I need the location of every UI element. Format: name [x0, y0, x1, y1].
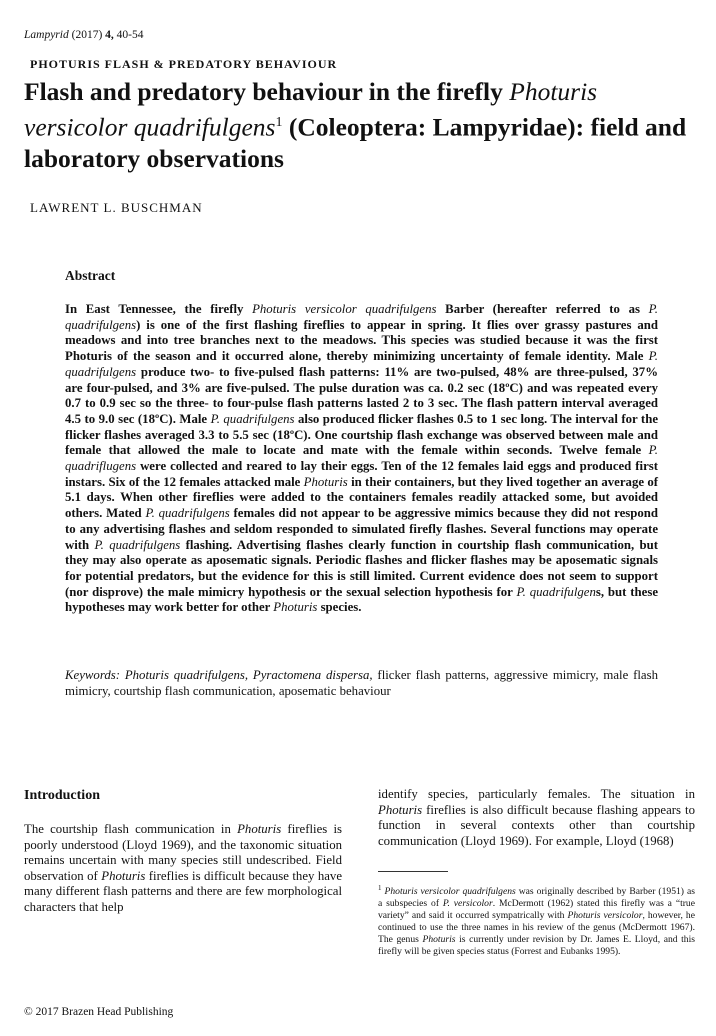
section-label: PHOTURIS FLASH & PREDATORY BEHAVIOUR: [30, 57, 338, 71]
title-part-2: (Coleoptera: Lampyridae): field and laboratory observations: [24, 112, 687, 173]
journal-year: (2017): [71, 29, 103, 41]
journal-name: Lampyrid: [24, 29, 69, 41]
title-species-name: Photuris versicolor quadrifulgens: [24, 77, 598, 142]
journal-citation: [24, 29, 144, 41]
abstract-heading: Abstract: [65, 268, 116, 283]
article-title: [24, 76, 694, 174]
introduction-left-column: The courtship flash communication in Photuris fireflies is poorly understood (Lloyd 1969), and the taxonomic situation remains uncertain with many species still undescribed. Field observation of Photuris fireflies is difficult because they have many different flash patterns and there are few morphological characters that help: [24, 822, 342, 914]
journal-volume: 4,: [105, 29, 114, 41]
introduction-heading: Introduction: [24, 788, 100, 803]
introduction-right-column: identify species, particularly females. The situation in Photuris fireflies is also difficult because flashing appears to function in several contexts other than courtship communication (Lloyd 1969). For example, Lloyd (1968): [378, 787, 695, 848]
keywords: Keywords: Photuris quadrifulgens, Pyractomena dispersa, flicker flash patterns, aggressive mimicry, male flash mimicry, courtship flash communication, aposematic behaviour: [65, 668, 658, 698]
footnote-divider: [378, 871, 448, 872]
footnote: $^1$ Photuris versicolor quadrifulgens was originally described by Barber (1951) as a subspecies of P. versicolor. McDermott (1962) stated this firefly was a “true variety” and said it occurred sympatrically with Photuris versicolor, however, he continued to use the three names in his review of the genus (McDermott 1967). The genus Photuris is currently under revision by Dr. James E. Lloyd, and this firefly will be given species status (Forrest and Eubanks 1995).: [378, 884, 695, 957]
abstract-body: In East Tennessee, the firefly Photuris versicolor quadrifulgens Barber (hereafter referred to as P. quadrifulgens) is one of the first flashing fireflies to appear in spring. It flies over grassy pastures and meadows and into tree branches next to the meadows. This species was studied because it was the first Photuris of the season and it occurred alone, thereby minimizing uncertainty of female identity. Male P. quadrifulgens produce two- to five-pulsed flash patterns: 11% are two-pulsed, 48% are three-pulsed, 37% are four-pulsed, and 3% are five-pulsed. The pulse duration was ca. 0.2 sec (18ºC) and was repeated every 0.7 to 0.9 sec so the three- to four-pulse flash patterns lasted 2 to 3 sec. The flash pattern interval averaged 4.5 to 9.0 sec (18ºC). Male P. quadrifulgens also produced flicker flashes 0.5 to 1 sec long. The interval for the flicker flashes averaged 3.3 to 5.5 sec (18ºC). One courtship flash exchange was observed between male and female that allowed the male to locate and mate with the female within seconds. Twelve female P. quadriflugens were collected and reared to lay their eggs. Ten of the 12 females laid eggs and produced first instars. Six of the 12 females attacked male Photuris in their containers, but they lived together an average of 5.1 days. When other fireflies were added to the containers females readily attacked some, but avoided others. Mated P. quadrifulgens females did not appear to be aggressive mimics because they did not respond to any advertising flashes and seldom responded to simulated firefly flashes. Several functions may operate with P. quadrifulgens flashing. Advertising flashes clearly function in courtship flash communication, but they may also operate as aposematic signals. Periodic flashes and flicker flashes may be aposematic signals for potential predators, but the evidence for this is still limited. Current evidence does not seem to support (nor disprove) the male mimicry hypothesis or the sexual selection hypothesis for P. quadrifulgens, but these hypotheses may work better for other Photuris species.: [65, 302, 659, 615]
author-name: LAWRENT L. BUSCHMAN: [30, 200, 203, 215]
footnote-number: 1: [378, 884, 382, 892]
journal-pages: 40-54: [116, 29, 144, 41]
copyright-notice: © 2017 Brazen Head Publishing: [24, 1006, 174, 1018]
title-part-1: Flash and predatory behaviour in the firefly: [24, 77, 510, 106]
title-footnote-marker[interactable]: 1: [275, 115, 283, 130]
keywords-label: Keywords:: [65, 668, 120, 682]
